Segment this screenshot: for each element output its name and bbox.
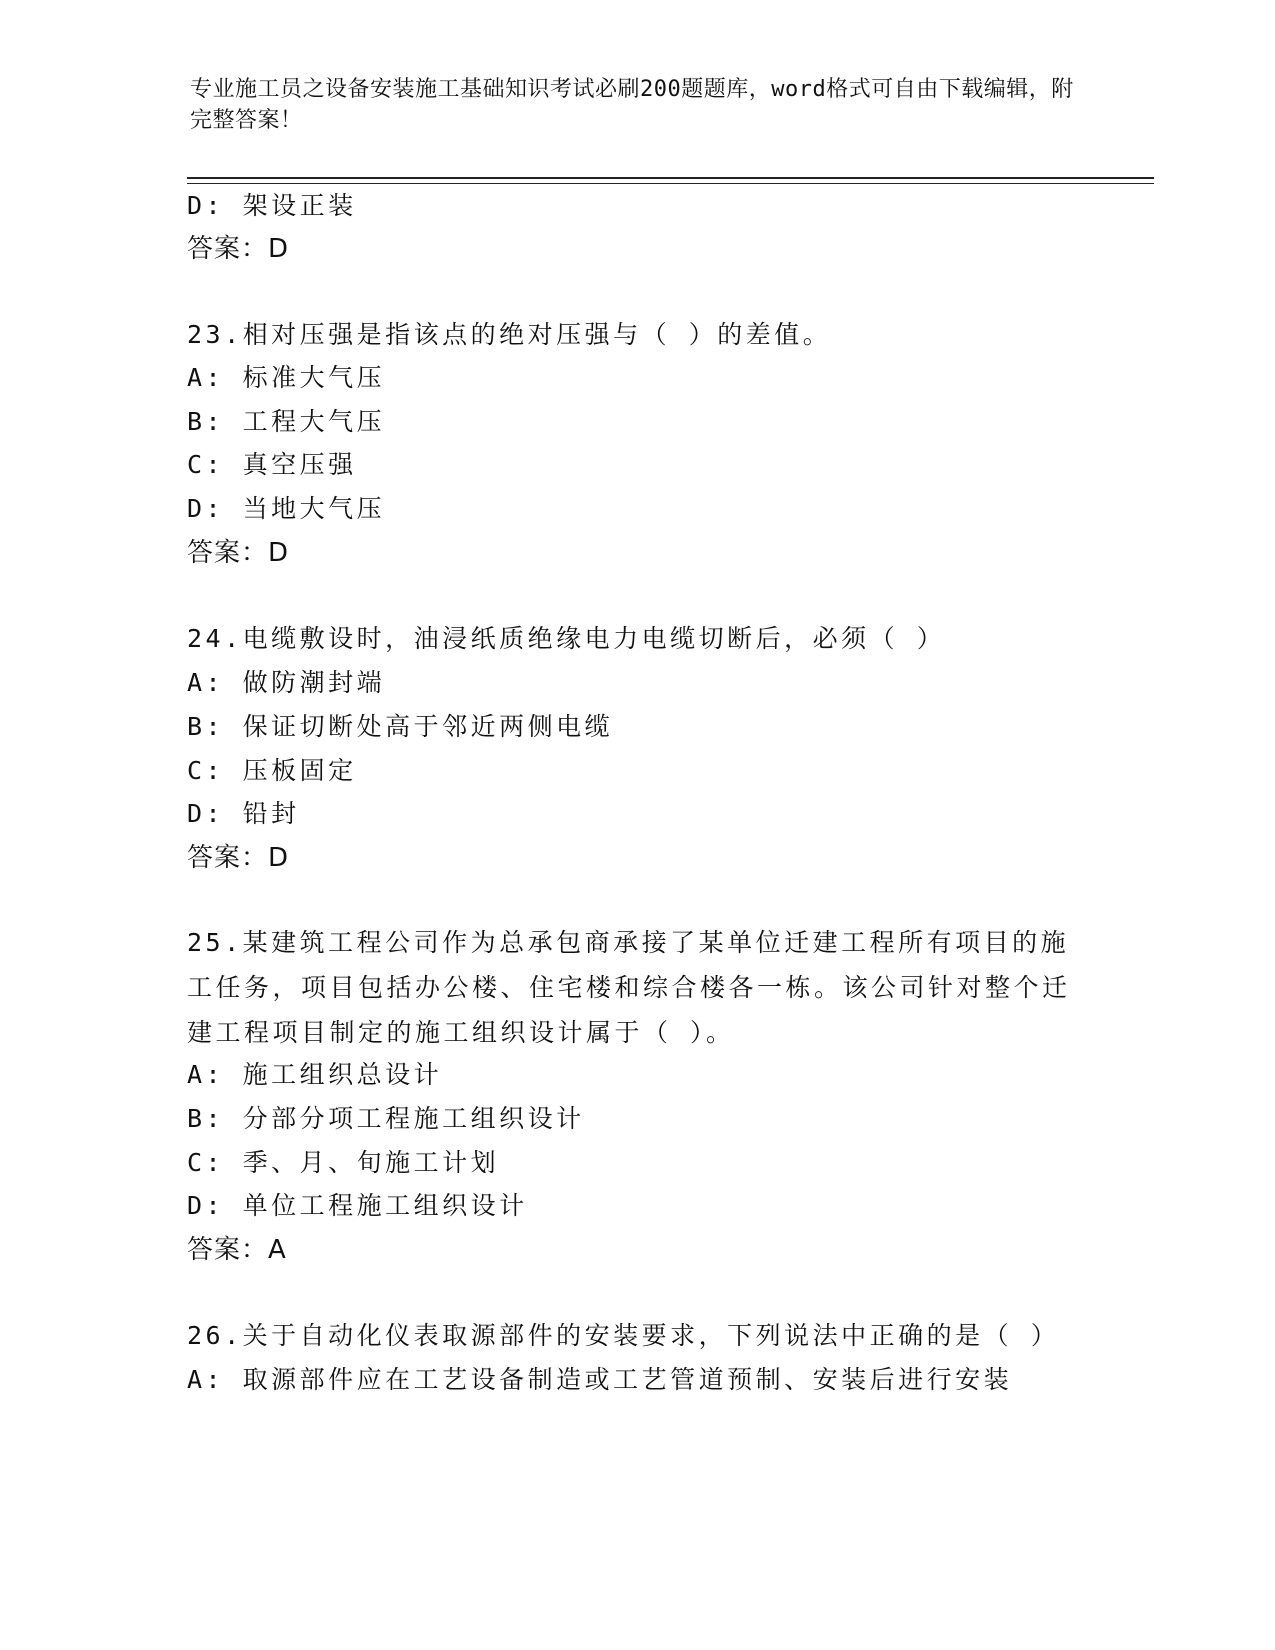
q23-option-d: D: 当地大气压 [187, 494, 386, 523]
q23-option-b: B: 工程大气压 [187, 407, 386, 436]
q25-option-d: D: 单位工程施工组织设计 [187, 1191, 528, 1220]
q26-stem: 26.关于自动化仪表取源部件的安装要求，下列说法中正确的是（ ） [187, 1321, 1060, 1350]
q24-option-b: B: 保证切断处高于邻近两侧电缆 [187, 712, 614, 741]
q24-option-d: D: 铅封 [187, 799, 300, 828]
q26-option-a: A: 取源部件应在工艺设备制造或工艺管道预制、安装后进行安装 [187, 1365, 1013, 1394]
header-divider-thick [187, 177, 1154, 179]
q23-option-c: C: 真空压强 [187, 450, 357, 479]
q23-answer: 答案：D [187, 538, 290, 568]
document-header: 专业施工员之设备安装施工基础知识考试必刷200题题库，word格式可自由下载编辑，附完整答案！ [190, 77, 1074, 133]
header-divider-thin [187, 183, 1154, 184]
q24-stem: 24.电缆敷设时，油浸纸质绝缘电力电缆切断后，必须（ ） [187, 624, 946, 653]
q25-stem: 25.某建筑工程公司作为总承包商承接了某单位迁建工程所有项目的施工任务，项目包括办公楼、住宅楼和综合楼各一栋。该公司针对整个迁建工程项目制定的施工组织设计属于（ ）。 [187, 928, 1071, 1047]
q24-answer: 答案：D [187, 843, 290, 873]
q23-stem: 23.相对压强是指该点的绝对压强与（ ）的差值。 [187, 320, 832, 349]
q25-option-b: B: 分部分项工程施工组织设计 [187, 1104, 585, 1133]
q25-option-c: C: 季、月、旬施工计划 [187, 1148, 500, 1177]
q24-option-a: A: 做防潮封端 [187, 668, 386, 697]
q22-option-d: D: 架设正装 [187, 191, 357, 220]
q23-option-a: A: 标准大气压 [187, 363, 386, 392]
q24-option-c: C: 压板固定 [187, 756, 357, 785]
q22-answer: 答案：D [187, 234, 290, 264]
q25-answer: 答案：A [187, 1235, 287, 1265]
q25-option-a: A: 施工组织总设计 [187, 1060, 443, 1089]
